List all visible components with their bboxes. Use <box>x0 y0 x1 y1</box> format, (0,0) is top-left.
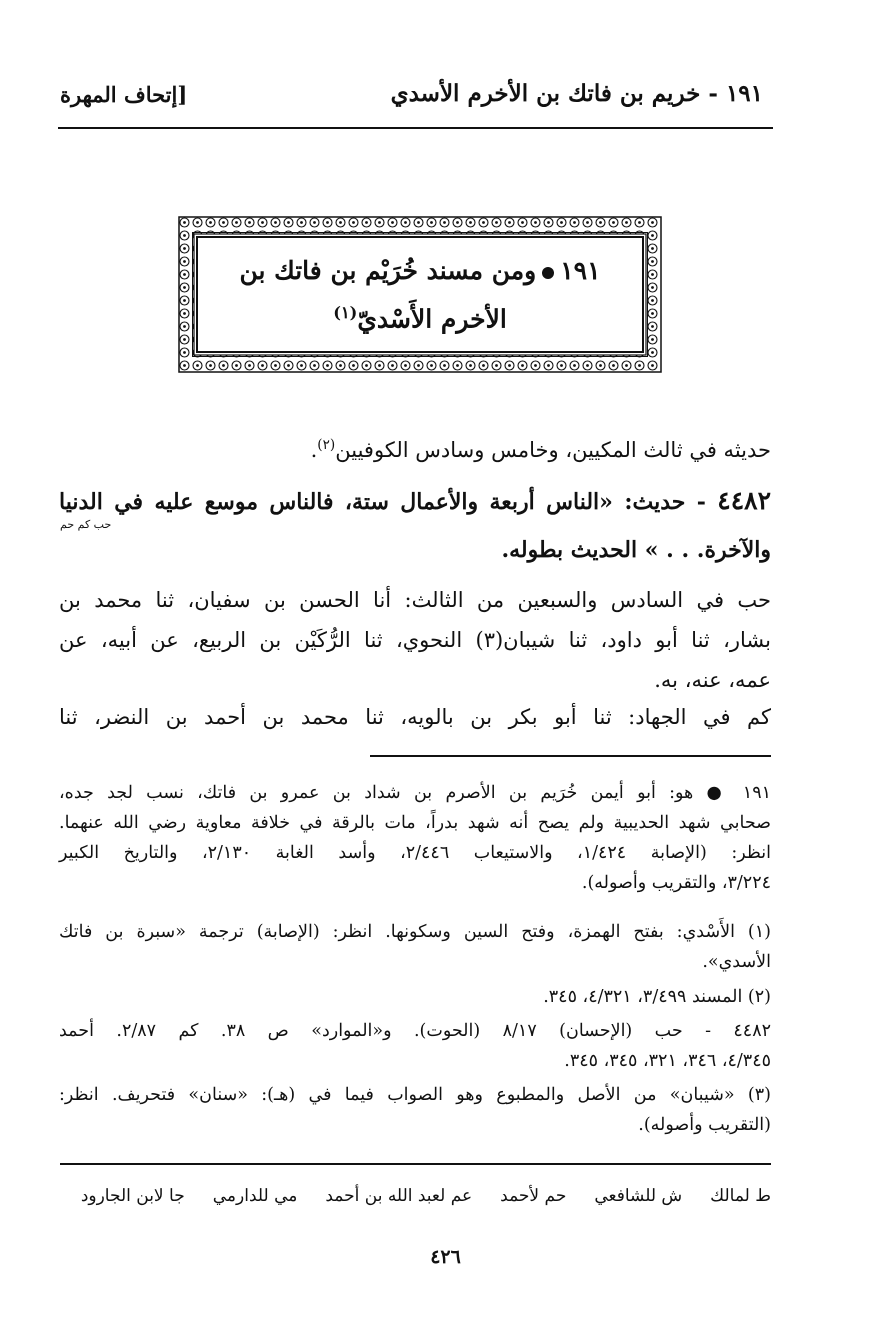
footnote-line: (١) الأَسْدي: بفتح الهمزة، وفتح السين وسكونها. انظر: (الإصابة) ترجمة «سبرة بن فاتك <box>59 922 771 942</box>
chain-line: بشار، ثنا أبو داود، ثنا شيبان(٣) النحوي، ثنا الرُّكَيْن بن الربيع، عن أبيه، عن <box>59 628 771 652</box>
footnote <box>59 1080 771 1140</box>
footnote-rule <box>370 755 771 757</box>
hadith-line1 <box>59 483 771 520</box>
footnote-line: صحابي شهد الحديبية ولم يصح أنه شهد بدراً، مات بالرقة في خلافة معاوية رضي الله عنهما. <box>59 813 771 833</box>
ornamental-frame <box>178 216 662 373</box>
chain-line: كم في الجهاد: ثنا أبو بكر بن بالويه، ثنا محمد بن أحمد بن النضر، ثنا <box>59 705 771 729</box>
footnote <box>59 917 771 977</box>
frame-title-line2 <box>333 293 507 339</box>
frame-title-text: ومن مسند خُرَيْم بن فاتك بن <box>239 256 537 286</box>
frame-title-line1 <box>239 249 600 293</box>
footnote-ref: (١) <box>333 303 358 323</box>
intro-end: . <box>310 438 318 462</box>
hadith-number: ٤٤٨٢ <box>717 486 771 515</box>
footnote <box>59 982 771 1012</box>
abbreviation: عم لعبد الله بن أحمد <box>325 1186 473 1206</box>
abbreviations-rule <box>60 1163 771 1165</box>
hadith-margin-tags: حب كم حم <box>60 518 112 531</box>
footnote <box>59 778 771 898</box>
frame-title-text2: الأخرم الأَسْديّ <box>357 304 507 334</box>
footnote-line: (التقريب وأصوله). <box>638 1115 771 1135</box>
footnote-line: ٤/٣٤٥، ٣٤٦، ٣٢١، ٣٤٥، ٣٤٥. <box>564 1051 771 1071</box>
hadith-text-line1: «الناس أربعة والأعمال ستة، فالناس موسع عليه في الدنيا <box>59 489 613 515</box>
footnote-line: ٤٤٨٢ - حب (الإحسان) ٨/١٧ (الحوت). و«الموارد» ص ٣٨. كم ٢/٨٧. أحمد <box>59 1021 772 1041</box>
abbreviations-legend <box>81 1186 771 1206</box>
chain-line: حب في السادس والسبعين من الثالث: أنا الحسن بن سفيان، ثنا محمد بن <box>59 588 771 612</box>
footnote-line: انظر: (الإصابة ١/٤٢٤، والاستيعاب ٢/٤٤٦، وأسد الغابة ٢/١٣٠، والتاريخ الكبير <box>59 843 771 863</box>
abbreviation: حم لأحمد <box>500 1186 567 1206</box>
footnote-line: الأسدي». <box>702 952 771 972</box>
page-number: ٤٢٦ <box>430 1246 461 1268</box>
chain-line: عمه، عنه، به. <box>654 668 771 692</box>
hadith-label: - حديث: <box>624 489 706 515</box>
abbreviation: ش للشافعي <box>594 1186 683 1206</box>
chapter-title: ١٩١ - خريم بن فاتك بن الأخرم الأسدي <box>390 80 763 107</box>
abbreviation: ط لمالك <box>710 1186 771 1206</box>
book-title: [إتحاف المهرة <box>60 82 188 107</box>
abbreviation: مي للدارمي <box>212 1186 298 1206</box>
footnote <box>59 1016 771 1076</box>
chain-paragraph <box>59 697 771 737</box>
footnote-line: (٢) المسند ٣/٤٩٩، ٤/٣٢١، ٣٤٥. <box>543 987 771 1007</box>
abbreviation: جا لابن الجارود <box>80 1186 185 1206</box>
footnote-line: (٣) «شيبان» من الأصل والمطبوع وهو الصواب فيما في (هـ): «سنان» فتحريف. انظر: <box>59 1085 771 1105</box>
header-rule <box>58 127 773 129</box>
bullet-icon <box>542 267 554 279</box>
hadith-line2: والآخرة. . . » الحديث بطوله. <box>501 537 771 563</box>
footnote-line: ١٩١ ● هو: أبو أيمن خُرَيم بن الأصرم بن شداد بن عمرو بن فاتك، نسب لجد جده، <box>59 783 771 803</box>
footnote-ref: (٢) <box>317 437 336 453</box>
footnote-line: ٣/٢٢٤، والتقريب وأصوله). <box>581 873 771 893</box>
chain-paragraph <box>59 580 771 700</box>
frame-entry-number: ١٩١ <box>560 256 601 286</box>
intro-line <box>131 425 771 470</box>
intro-text: حديثه في ثالث المكيين، وخامس وسادس الكوفيين <box>335 438 771 462</box>
